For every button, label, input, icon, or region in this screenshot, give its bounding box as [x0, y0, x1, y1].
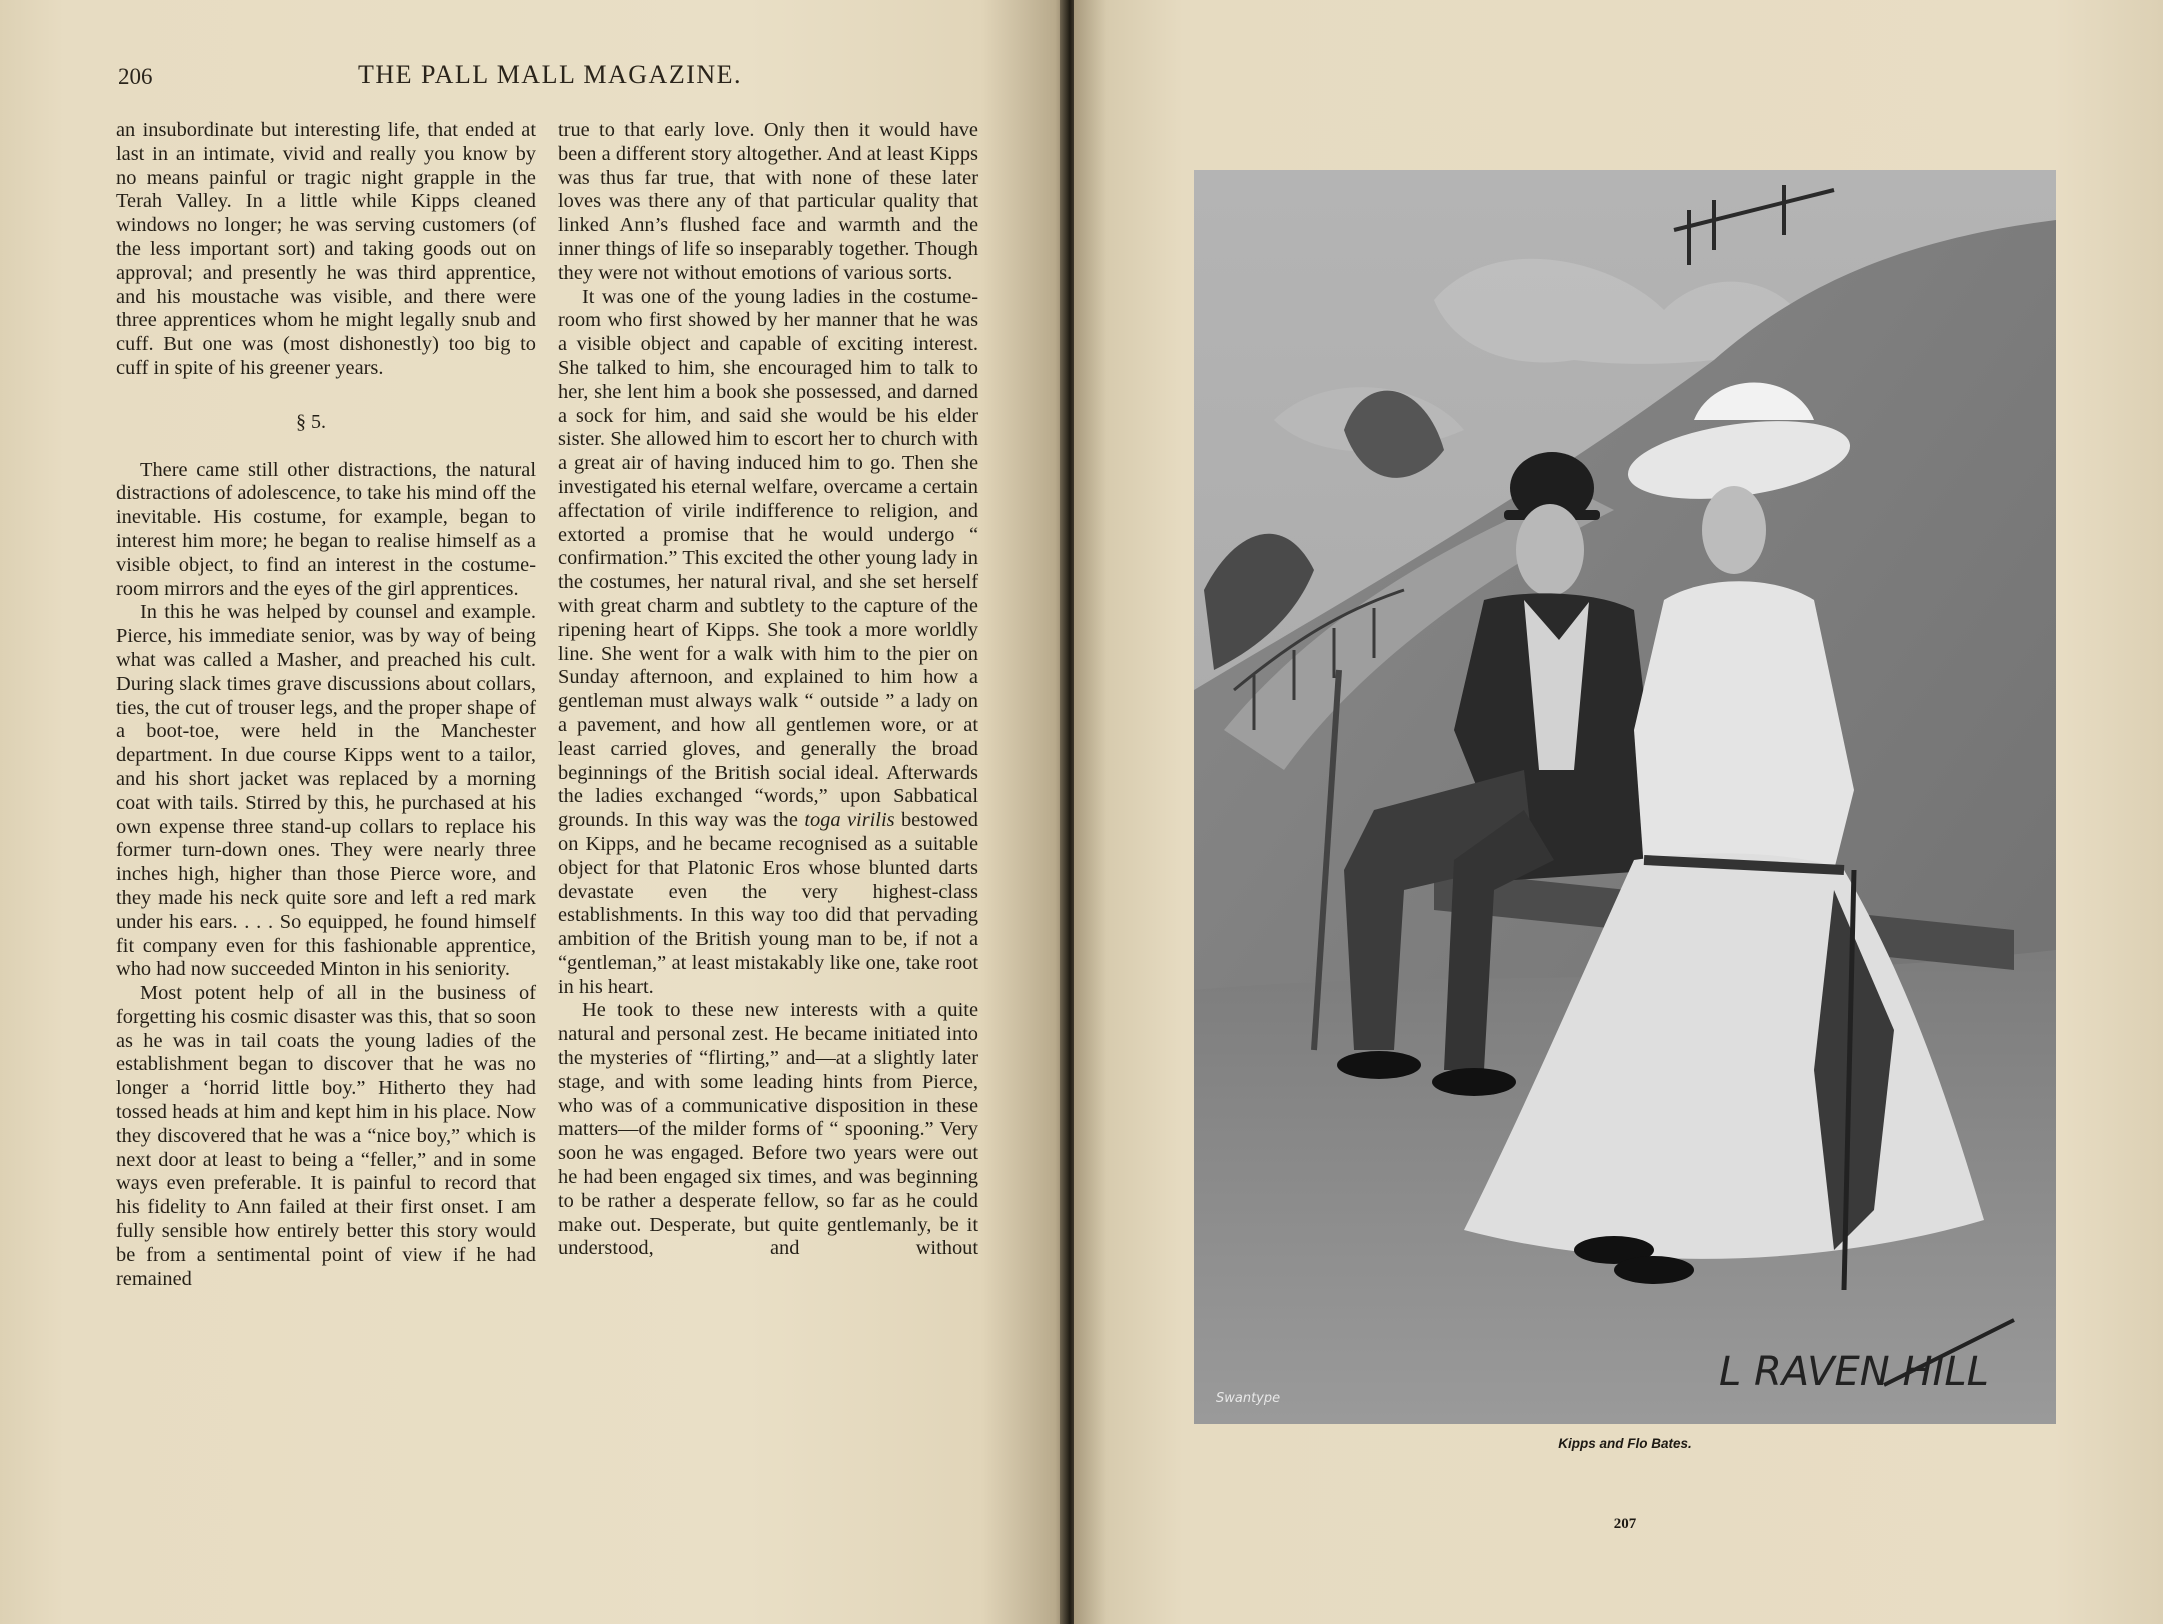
paragraph: Most potent help of all in the business of forgetting his cosmic disaster was this, that so soon as he was in tail coats the young ladies of the establishment began to discover that he was no longer a ‘horrid little boy.” Hitherto they had tossed heads at him and kept him in his place. Now they discovered that he was a “nice boy,” which is next door at least to being a “feller,” and in some ways even preferable. It is painful to record that his fidelity to Ann failed at their first onset. I am fully sensible how entirely better this story would be from a sentimental point of view if he had remained: [116, 982, 536, 1290]
illustration-kipps-and-flo-bates: [1194, 170, 2056, 1424]
illustration-drawing: [1194, 170, 2056, 1424]
magazine-title: THE PALL MALL MAGAZINE.: [358, 60, 743, 89]
latin-phrase: toga virilis: [804, 809, 895, 832]
paragraph-text: bestowed on Kipps, and he became recognised as a suitable object for that Platonic Eros whose blunted darts devastate even the very highest-class establishments. In this way too did that pervading ambition of the British young man to be, if not a “gentleman,” at least mistakably like one, take root in his heart.: [558, 809, 978, 998]
paragraph: an insubordinate but interesting life, that ended at last in an intimate, vivid and really you know by no means painful or tragic night grapple in the Terah Valley. In a little while Kipps cleaned windows no longer; he was serving customers (of the less important sort) and taking goods out on approval; and presently he was third apprentice, and his moustache was visible, and there were three apprentices whom he might legally snub and cuff. But one was (most dishonestly) too big to cuff in spite of his greener years.: [116, 119, 536, 379]
illustration-caption: Kipps and Flo Bates.: [1558, 1436, 1692, 1451]
paragraph: [558, 286, 978, 1000]
paragraph: In this he was helped by counsel and example. Pierce, his immediate senior, was by way of being what was called a Masher, and preached his cult. During slack times grave discussions about collars, ties, the cut of trouser legs, and the proper shape of a boot-toe, were held in the Manchester department. In due course Kipps went to a tailor, and his short jacket was replaced by a morning coat with tails. Stirred by this, he purchased at his own expense three stand-up collars to replace his former turn-down ones. They were nearly three inches high, higher than those Pierce wore, and they made his neck quite sore and left a red mark under his ears. . . . So equipped, he found himself fit company even for this fashionable apprentice, who had now succeeded Minton in his seniority.: [116, 601, 536, 981]
engraver-mark: Swantype: [1216, 1391, 1281, 1406]
running-head: [118, 60, 978, 100]
left-page-number: 206: [118, 64, 153, 89]
text-column-1: [116, 119, 536, 1291]
artist-signature: L RAVEN HILL: [1719, 1349, 1989, 1395]
paragraph: He took to these new interests with a quite natural and personal zest. He became initiated into the mysteries of “flirting,” and—at a slightly later stage, and with some leading hints from Pierce, who was of a communicative disposition in these matters—of the milder forms of “ spooning.” Very soon he was engaged. Before two years were out he had been engaged six times, and was beginning to be rather a desperate fellow, so far as he could make out. Desperate, but quite gentlemanly, be it understood, and without: [558, 999, 978, 1260]
paragraph: There came still other distractions, the natural distractions of adolescence, to take his mind off the inevitable. His costume, for example, began to interest him more; he began to realise himself as a visible object, to find an interest in the costume-room mirrors and the eyes of the girl apprentices.: [116, 458, 536, 600]
right-page-number: 207: [1613, 1516, 1637, 1532]
paragraph-text: It was one of the young ladies in the costume-room who first showed by her manner that he was a visible object and capable of exciting interest. She talked to him, she encouraged him to talk to her, she lent him a book she possessed, and darned a sock for him, and said she would be his elder sister. She allowed him to escort her to church with a great air of having induced him to go. Then she investigated his eternal welfare, overcame a certain affectation of virile indifference to religion, and extorted a promise that he would undergo “ confirmation.” This excited the other young lady in the costumes, her natural rival, and she set herself with great charm and subtlety to the capture of the ripening heart of Kipps. She took a more worldly line. She went for a walk with him to the pier on Sunday afternoon, and explained to him how a gentleman must always walk “ outside ” a lady on a pavement, and how all gentlemen wore, or at least carried gloves, and generally the broad beginnings of the British social ideal. Afterwards the ladies exchanged “words,” upon Sabbatical grounds. In this way was the: [558, 285, 978, 832]
section-mark: § 5.: [296, 410, 326, 433]
text-column-2: [558, 119, 978, 1261]
paragraph: true to that early love. Only then it would have been a different story altogether. And at least Kipps was thus far true, that with none of these later loves was there any of that particular quality that linked Ann’s flushed face and warmth and the inner things of life so inseparably together. Though they were not without emotions of various sorts.: [558, 119, 978, 284]
